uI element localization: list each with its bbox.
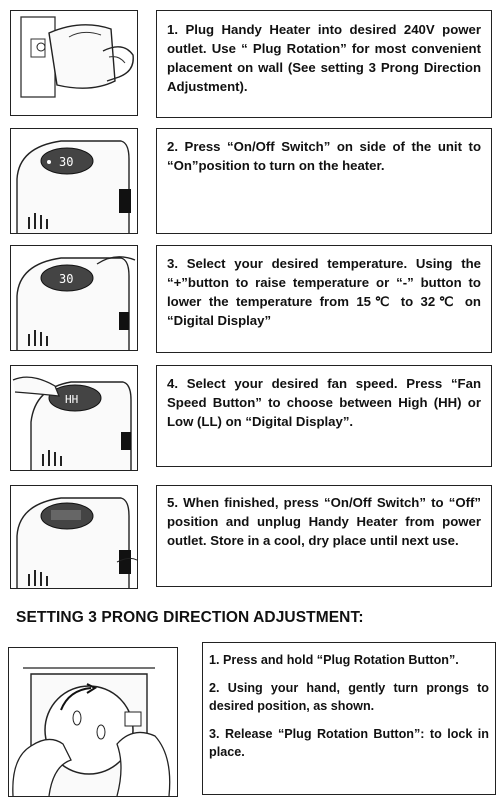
step-5-text [156,485,492,587]
adjustment-step-1-text: Press and hold “Plug Rotation Button”. [223,653,459,667]
fan-display-text: HH [65,393,79,406]
step-1-image [10,10,138,116]
step-2-label: 2. Press “On/Off Switch” on side of the unit to “On”position to turn on the heater. [167,139,481,173]
step-3-image [10,245,138,351]
step-2-text [156,128,492,234]
step-3-text [156,245,492,353]
step-4-text [156,365,492,467]
heater-plugged-into-wall-icon [11,11,137,115]
step-5-image [10,485,138,589]
adjustment-step-3 [209,725,489,761]
step-5-label: 5. When finished, press “On/Off Switch” to “Off” position and unplug Handy Heater from power outlet. Store in a cool, dry place until next use. [167,495,481,548]
adjustment-step-1 [209,651,489,669]
step-3-label: 3. Select your desired temperature. Using the “+”button to raise temperature or “-” button to lower the temperature from 15℃ to 32℃ on “Digital Display” [167,256,481,328]
step-2-image [10,128,138,234]
section-heading: SETTING 3 PRONG DIRECTION ADJUSTMENT: [16,609,364,626]
prong-adjustment-image [8,647,178,797]
heater-power-switch-icon [11,129,137,233]
step-4-image [10,365,138,471]
adjustment-step-3-number: 3. [209,727,220,741]
step-4-label: 4. Select your desired fan speed. Press “Fan Speed Button” to choose between High (HH) or Low (LL) on “Digital Display”. [167,376,481,429]
prong-adjustment-steps [202,642,496,795]
heater-fan-speed-button-icon [11,366,137,470]
adjustment-step-2-text: Using your hand, gently turn prongs to desired position, as shown. [209,681,489,713]
adjustment-step-3-text: Release “Plug Rotation Button”: to lock in place. [209,727,489,759]
digital-display-text: 30 [59,155,74,169]
heater-switch-off-icon [11,486,137,588]
adjustment-step-2-number: 2. [209,681,220,695]
step-1-text [156,10,492,118]
step-1-label: 1. Plug Handy Heater into desired 240V power outlet. Use “ Plug Rotation” for most convenient placement on wall (See setting 3 Prong Direction Adjustment). [167,22,481,94]
adjustment-step-2 [209,679,489,715]
heater-temperature-buttons-icon [11,246,137,350]
adjustment-step-1-number: 1. [209,653,220,667]
prong-rotation-hands-icon [9,648,177,796]
digital-display-text-step3: 30 [59,272,74,286]
